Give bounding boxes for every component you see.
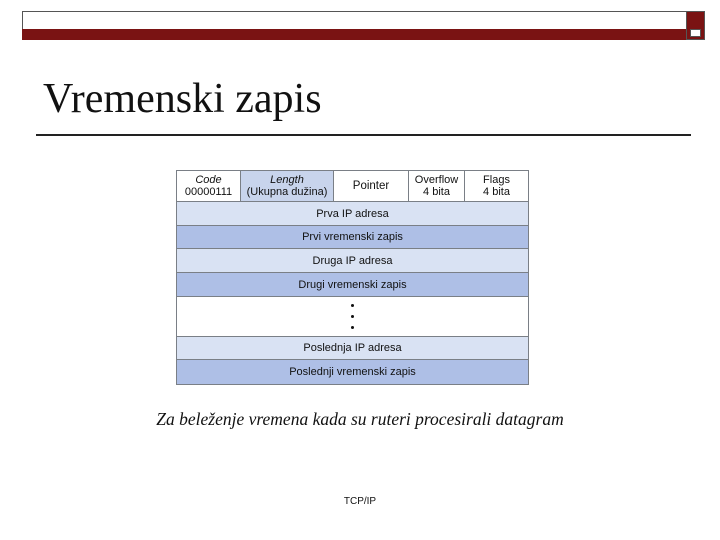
top-bar-end-notch (690, 29, 701, 37)
ellipsis-dot (351, 304, 354, 307)
first-timestamp-row: Prvi vremenski zapis (177, 226, 528, 249)
diagram-caption: Za beleženje vremena kada su ruteri procesirali datagram (156, 409, 564, 429)
code-field (177, 171, 241, 202)
overflow-label: Overflow (414, 174, 459, 186)
first-ip-address-row: Prva IP adresa (177, 202, 528, 226)
last-ip-address-row: Poslednja IP adresa (177, 337, 528, 360)
last-timestamp-row: Poslednji vremenski zapis (177, 360, 528, 384)
slide-footer: TCP/IP (343, 496, 377, 507)
code-label: Code (195, 174, 222, 186)
ellipsis-dot (351, 315, 354, 318)
second-ip-address-row: Druga IP adresa (177, 249, 528, 273)
overflow-value: 4 bita (423, 186, 450, 198)
length-value: (Ukupna dužina) (246, 186, 328, 198)
pointer-field (334, 171, 409, 202)
length-field (241, 171, 334, 202)
second-timestamp-row: Drugi vremenski zapis (177, 273, 528, 297)
top-accent-stripe (22, 29, 705, 40)
overflow-field (409, 171, 465, 202)
slide-title: Vremenski zapis (43, 76, 322, 122)
flags-value: 4 bita (483, 186, 510, 198)
header-row (177, 171, 528, 202)
timestamp-option-diagram (176, 170, 529, 385)
length-label: Length (270, 174, 304, 186)
ellipsis-dot (351, 326, 354, 329)
code-value: 00000111 (184, 186, 233, 198)
title-divider (36, 134, 691, 136)
flags-field (465, 171, 528, 202)
ellipsis-row (177, 297, 528, 337)
flags-label: Flags (483, 174, 510, 186)
pointer-label: Pointer (352, 180, 390, 192)
